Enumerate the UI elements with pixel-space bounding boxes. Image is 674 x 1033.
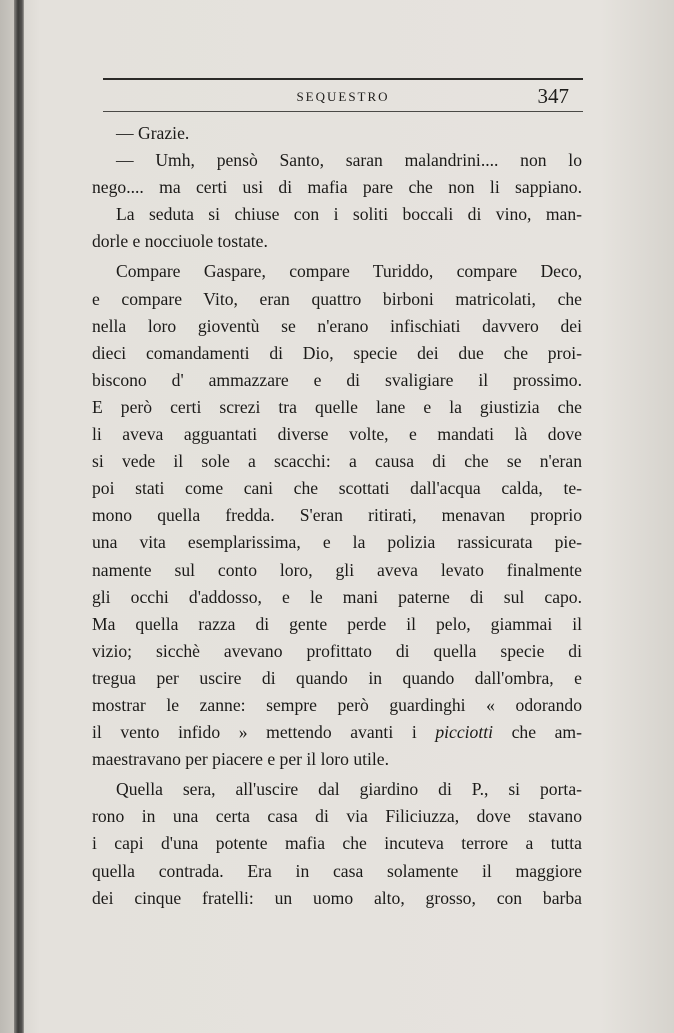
text-line: mono quella fredda. S'eran ritirati, menavan proprio (92, 505, 582, 526)
text-line: si vede il sole a scacchi: a causa di che se n'eran (92, 451, 582, 472)
text-line: dorle e nocciuole tostate. (92, 231, 268, 252)
page-gutter (0, 0, 14, 1033)
text-segment: che am- (492, 722, 582, 743)
text-line: li aveva agguantati diverse volte, e mandati là dove (92, 424, 582, 445)
text-line: una vita esemplarissima, e la polizia rassicurata pie- (92, 532, 582, 553)
text-line: e compare Vito, eran quattro birboni matricolati, che (92, 288, 582, 309)
text-line: — Grazie. (116, 123, 190, 143)
text-line: E però certi screzi tra quelle lane e la giustizia che (92, 396, 582, 417)
text-line: Quella sera, all'uscire dal giardino di P., si porta- (116, 779, 582, 800)
text-line: biscono d' ammazzare e di svaligiare il prossimo. (92, 369, 582, 390)
italic-word: picciotti (435, 722, 493, 743)
text-line: Ma quella razza di gente perde il pelo, giammai il (92, 613, 582, 634)
text-line: poi stati come cani che scottati dall'acqua calda, te- (92, 478, 582, 499)
running-header (103, 72, 583, 118)
text-line: Compare Gaspare, compare Turiddo, compare Deco, (116, 261, 582, 282)
text-line: dieci comandamenti di Dio, specie dei due che proi- (92, 342, 582, 363)
text-line: i capi d'una potente mafia che incuteva terrore a tutta (92, 833, 582, 854)
text-line: tregua per uscire di quando in quando dall'ombra, e (92, 667, 582, 688)
text-line: nella loro gioventù se n'erano infischiati davvero dei (92, 315, 582, 336)
page-number: 347 (537, 84, 569, 108)
body-text (92, 120, 582, 912)
text-line-with-italic (92, 719, 582, 746)
text-segment: il vento infido » mettendo avanti i (92, 722, 436, 743)
text-line: mostrar le zanne: sempre però guardinghi « odorando (92, 694, 582, 715)
text-line: rono in una certa casa di via Filiciuzza, dove stavano (92, 806, 582, 827)
text-line: namente sul conto loro, gli aveva levato finalmente (92, 559, 582, 580)
text-line: maestravano per piacere e per il loro utile. (92, 749, 389, 770)
text-line: vizio; sicchè avevano profittato di quella specie di (92, 640, 582, 661)
text-line: quella contrada. Era in casa solamente il maggiore (92, 860, 582, 881)
text-line: — Umh, pensò Santo, saran malandrini.... non lo (116, 150, 582, 171)
text-line: nego.... ma certi usi di mafia pare che non li sappiano. (92, 177, 582, 198)
text-line: gli occhi d'addosso, e le mani paterne di sul capo. (92, 586, 582, 607)
text-line: La seduta si chiuse con i soliti boccali di vino, man- (116, 204, 582, 225)
header-rule-top (103, 78, 583, 80)
running-title: SEQUESTRO (296, 89, 390, 104)
book-spine (14, 0, 24, 1033)
text-line: dei cinque fratelli: un uomo alto, grosso, con barba (92, 887, 582, 908)
header-rule-bottom (103, 111, 583, 112)
